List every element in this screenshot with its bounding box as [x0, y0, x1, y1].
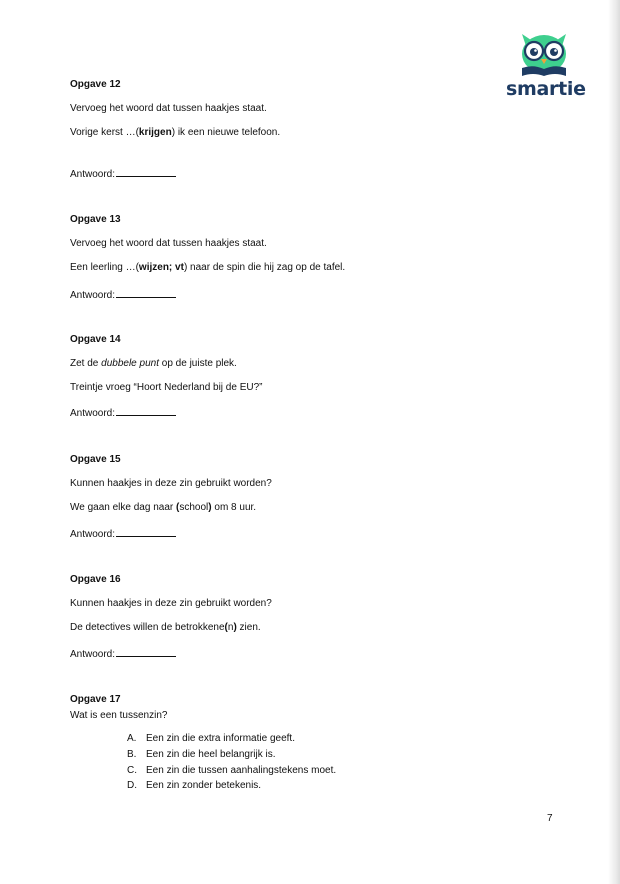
owl-icon — [516, 30, 572, 80]
exercise-16-sentence: De detectives willen de betrokkene(n) zien. — [70, 622, 261, 633]
exercise-15-instruction: Kunnen haakjes in deze zin gebruikt worden? — [70, 478, 272, 489]
option-a[interactable]: A. Een zin die extra informatie geeft. — [127, 733, 295, 744]
exercise-13-answer[interactable]: Antwoord: — [70, 287, 176, 302]
option-b[interactable]: B. Een zin die heel belangrijk is. — [127, 749, 276, 760]
answer-line[interactable] — [116, 287, 176, 298]
answer-line[interactable] — [116, 526, 176, 537]
exercise-12-instruction: Vervoeg het woord dat tussen haakjes staat. — [70, 103, 267, 114]
exercise-16-instruction: Kunnen haakjes in deze zin gebruikt worden? — [70, 598, 272, 609]
exercise-16-title: Opgave 16 — [70, 574, 121, 585]
exercise-15-sentence: We gaan elke dag naar (school) om 8 uur. — [70, 502, 257, 513]
exercise-13-title: Opgave 13 — [70, 214, 121, 225]
option-c[interactable]: C. Een zin die tussen aanhalingstekens moet. — [127, 765, 337, 776]
smartie-logo — [506, 30, 586, 100]
exercise-15-answer[interactable]: Antwoord: — [70, 526, 176, 541]
exercise-12-answer[interactable]: Antwoord: — [70, 166, 176, 181]
exercise-14-answer[interactable]: Antwoord: — [70, 405, 176, 420]
exercise-12-sentence: Vorige kerst …(krijgen) ik een nieuwe telefoon. — [70, 127, 281, 138]
answer-line[interactable] — [116, 646, 176, 657]
page-edge-shadow — [608, 0, 620, 884]
exercise-14-instruction: Zet de dubbele punt op de juiste plek. — [70, 358, 237, 369]
exercise-16-answer[interactable]: Antwoord: — [70, 646, 176, 661]
exercise-12-title: Opgave 12 — [70, 79, 121, 90]
exercise-14-sentence: Treintje vroeg “Hoort Nederland bij de EU?” — [70, 382, 263, 393]
exercise-15-title: Opgave 15 — [70, 454, 121, 465]
logo-wordmark: smartie — [506, 78, 586, 100]
answer-line[interactable] — [116, 166, 176, 177]
exercise-14-title: Opgave 14 — [70, 334, 121, 345]
verb-hint: krijgen — [138, 127, 172, 138]
option-d[interactable]: D. Een zin zonder betekenis. — [127, 780, 262, 791]
verb-hint: wijzen; vt — [138, 262, 184, 273]
exercise-13-sentence: Een leerling …(wijzen; vt) naar de spin die hij zag op de tafel. — [70, 262, 346, 273]
exercise-13-instruction: Vervoeg het woord dat tussen haakjes staat. — [70, 238, 267, 249]
answer-line[interactable] — [116, 405, 176, 416]
exercise-17-title: Opgave 17 — [70, 694, 121, 705]
exercise-17-question: Wat is een tussenzin? — [70, 710, 168, 721]
page-number: 7 — [547, 813, 553, 824]
